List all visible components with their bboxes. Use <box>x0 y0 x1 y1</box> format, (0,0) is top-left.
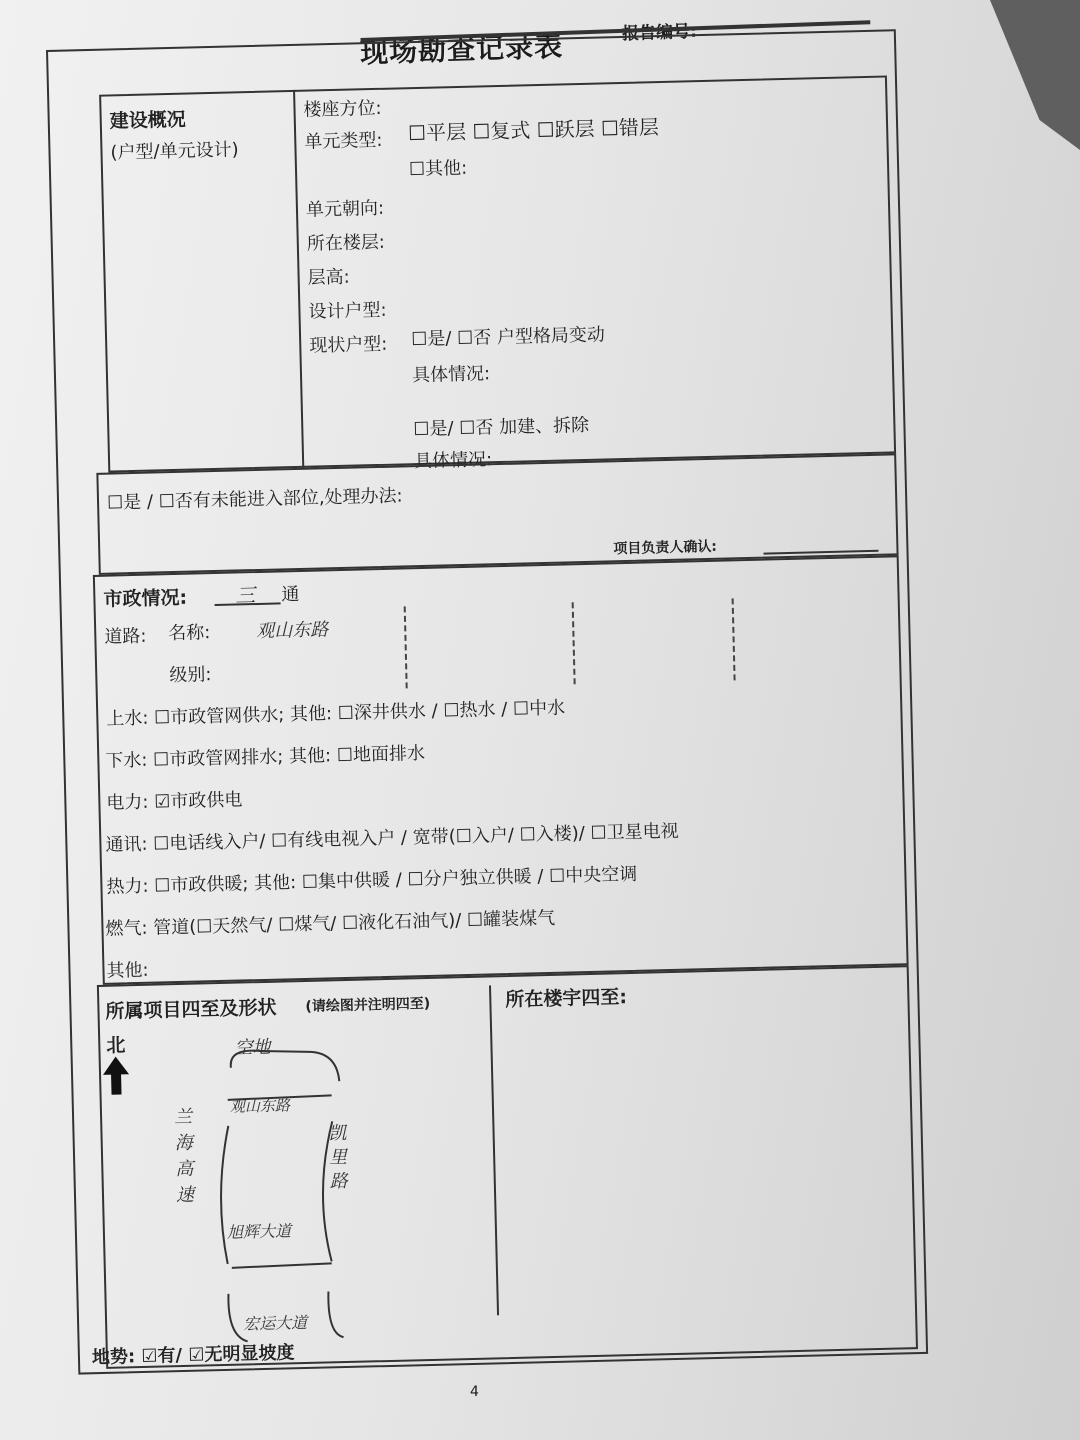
sketch-road2-label: 旭辉大道 <box>226 1221 292 1242</box>
municipal-other-field[interactable]: 其他: <box>106 959 149 982</box>
sketch-left-label: 兰海高速 <box>170 1106 195 1212</box>
building-boundary-label: 所在楼宇四至: <box>505 986 628 1012</box>
drainage-row[interactable]: 下水: ☐市政管网排水; 其他: ☐地面排水 <box>105 742 426 772</box>
manager-confirm-label: 项目负责人确认: <box>613 538 718 558</box>
sketch-bottom-label: 宏运大道 <box>242 1313 308 1334</box>
build-label: 建设概况 <box>109 108 187 133</box>
municipal-value: 三 <box>235 583 256 608</box>
page-title: 现场勘查记录表 <box>359 29 564 70</box>
unit-orientation-field[interactable]: 单元朝向: <box>305 197 385 221</box>
form-frame <box>46 29 928 1374</box>
build-sublabel: (户型/单元设计) <box>110 139 239 164</box>
floor-height-field[interactable]: 层高: <box>307 266 350 289</box>
road-label: 道路: <box>104 625 147 648</box>
water-supply-row[interactable]: 上水: ☐市政管网供水; 其他: ☐深井供水 / ☐热水 / ☐中水 <box>106 697 566 730</box>
road-name-value: 观山东路 <box>256 619 329 643</box>
road-name-label: 名称: <box>168 622 211 645</box>
addition-details-field[interactable]: 具体情况: <box>413 449 493 473</box>
report-number-label: 报告编号: <box>621 21 698 45</box>
access-section <box>96 453 898 575</box>
unit-type-other[interactable]: ☐其他: <box>408 157 468 181</box>
municipal-value-suffix: 通 <box>281 583 300 606</box>
building-position-field[interactable]: 楼座方位: <box>303 97 382 121</box>
heating-row[interactable]: 热力: ☐市政供暖; 其他: ☐集中供暖 / ☐分户独立供暖 / ☐中央空调 <box>106 863 638 898</box>
terrain-row[interactable]: 地势: ☑有/ ☑无明显坡度 <box>91 1342 295 1369</box>
layout-details-field[interactable]: 具体情况: <box>411 363 491 387</box>
municipal-label: 市政情况: <box>103 586 188 611</box>
current-layout-label: 现状户型: <box>309 333 388 357</box>
inaccessible-question[interactable]: ☐是 / ☐否有未能进入部位,处理办法: <box>106 485 403 514</box>
unit-type-label: 单元类型: <box>304 129 383 153</box>
north-arrow-icon <box>111 1072 122 1094</box>
road-level-label: 级别: <box>169 664 212 687</box>
telecom-row[interactable]: 通讯: ☐电话线入户/ ☐有线电视入户 / 宽带(☐入户/ ☐入楼)/ ☐卫星电视 <box>105 820 679 856</box>
north-label: 北 <box>106 1034 126 1057</box>
power-row[interactable]: 电力: ☑市政供电 <box>106 789 243 814</box>
gas-row[interactable]: 燃气: 管道(☐天然气/ ☐煤气/ ☐液化石油气)/ ☐罐装煤气 <box>105 907 556 940</box>
addition-removal-options[interactable]: ☐是/ ☐否 加建、拆除 <box>413 414 590 441</box>
layout-change-options[interactable]: ☐是/ ☐否 户型格局变动 <box>410 324 606 351</box>
sketch-right-label: 凯里路 <box>325 1122 349 1196</box>
boundary-label: 所属项目四至及形状 <box>105 996 277 1023</box>
design-layout-field[interactable]: 设计户型: <box>308 299 387 323</box>
background-paper-corner <box>990 0 1080 150</box>
sketch-road1-label: 观山东路 <box>229 1096 291 1116</box>
boundary-note: (请绘图并注明四至) <box>305 995 431 1015</box>
sketch-top-label: 空地 <box>234 1036 271 1059</box>
boundary-sketch <box>160 1031 427 1347</box>
page-number: 4 <box>470 1384 479 1400</box>
floor-field[interactable]: 所在楼层: <box>306 231 386 255</box>
unit-type-options[interactable]: ☐平层 ☐复式 ☐跃层 ☐错层 <box>407 115 660 146</box>
